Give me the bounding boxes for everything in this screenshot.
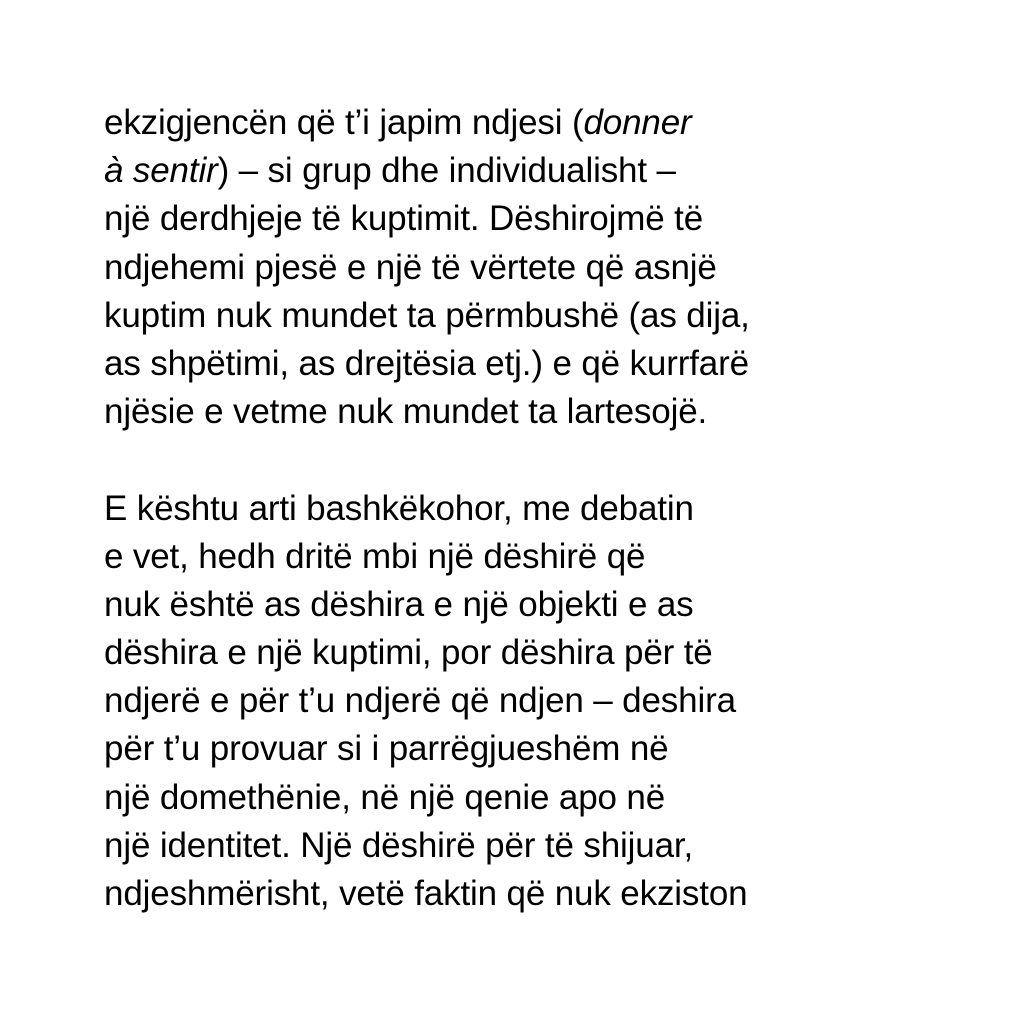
italic-text-run: donner — [583, 103, 692, 142]
text-run: kuptim nuk mundet ta përmbushë (as dija, — [104, 295, 750, 335]
text-run: ekzigjencën që t’i japim ndjesi ( — [104, 103, 584, 142]
text-run: dëshira e një kuptimi, por dëshira për të — [104, 633, 713, 673]
text-run: njësie e vetme nuk mundet ta lartesojë. — [104, 392, 708, 432]
text-run: e vet, hedh dritë mbi një dëshirë që — [104, 536, 646, 576]
text-run: ndjehemi pjesë e një të vërtete që asnjë — [104, 247, 717, 287]
paragraph-2-line-3 — [104, 581, 984, 629]
body-text — [104, 99, 984, 918]
paragraph-2-line-4 — [104, 629, 984, 677]
paragraph-2-line-6 — [104, 725, 984, 773]
text-run: një derdhjeje të kuptimit. Dëshirojmë të — [104, 199, 704, 239]
paragraph-1-line-1 — [104, 99, 984, 147]
paragraph-1-line-5 — [104, 292, 984, 340]
text-run: as shpëtimi, as drejtësia etj.) e që kurrfarë — [104, 343, 749, 383]
text-run: ndjeshmërisht, vetë faktin që nuk ekziston — [104, 874, 748, 913]
paragraph-1-line-3 — [104, 195, 984, 243]
paragraph-2-line-5 — [104, 677, 984, 725]
paragraph-1-line-4 — [104, 244, 984, 292]
paragraph-2-line-9 — [104, 870, 984, 918]
paragraph-2-line-1 — [104, 485, 984, 533]
text-run: ndjerë e për t’u ndjerë që ndjen – deshira — [104, 681, 736, 721]
text-run: ) – si grup dhe individualisht – — [217, 151, 676, 191]
italic-text-run: à sentir — [104, 151, 218, 191]
paragraph-2-line-2 — [104, 533, 984, 581]
paragraph-spacer — [104, 436, 984, 484]
text-run: E kështu arti bashkëkohor, me debatin — [104, 488, 694, 528]
paragraph-2-line-7 — [104, 774, 984, 822]
text-run: një domethënie, në një qenie apo në — [104, 777, 666, 817]
paragraph-1-line-7 — [104, 388, 984, 436]
paragraph-1-line-2 — [104, 147, 984, 195]
paragraph-2-line-8 — [104, 822, 984, 870]
text-run: nuk është as dëshira e një objekti e as — [104, 584, 694, 624]
text-run: për t’u provuar si i parrëgjueshëm në — [104, 729, 669, 769]
paragraph-1-line-6 — [104, 340, 984, 388]
text-run: një identitet. Një dëshirë për të shijuar, — [104, 825, 694, 865]
